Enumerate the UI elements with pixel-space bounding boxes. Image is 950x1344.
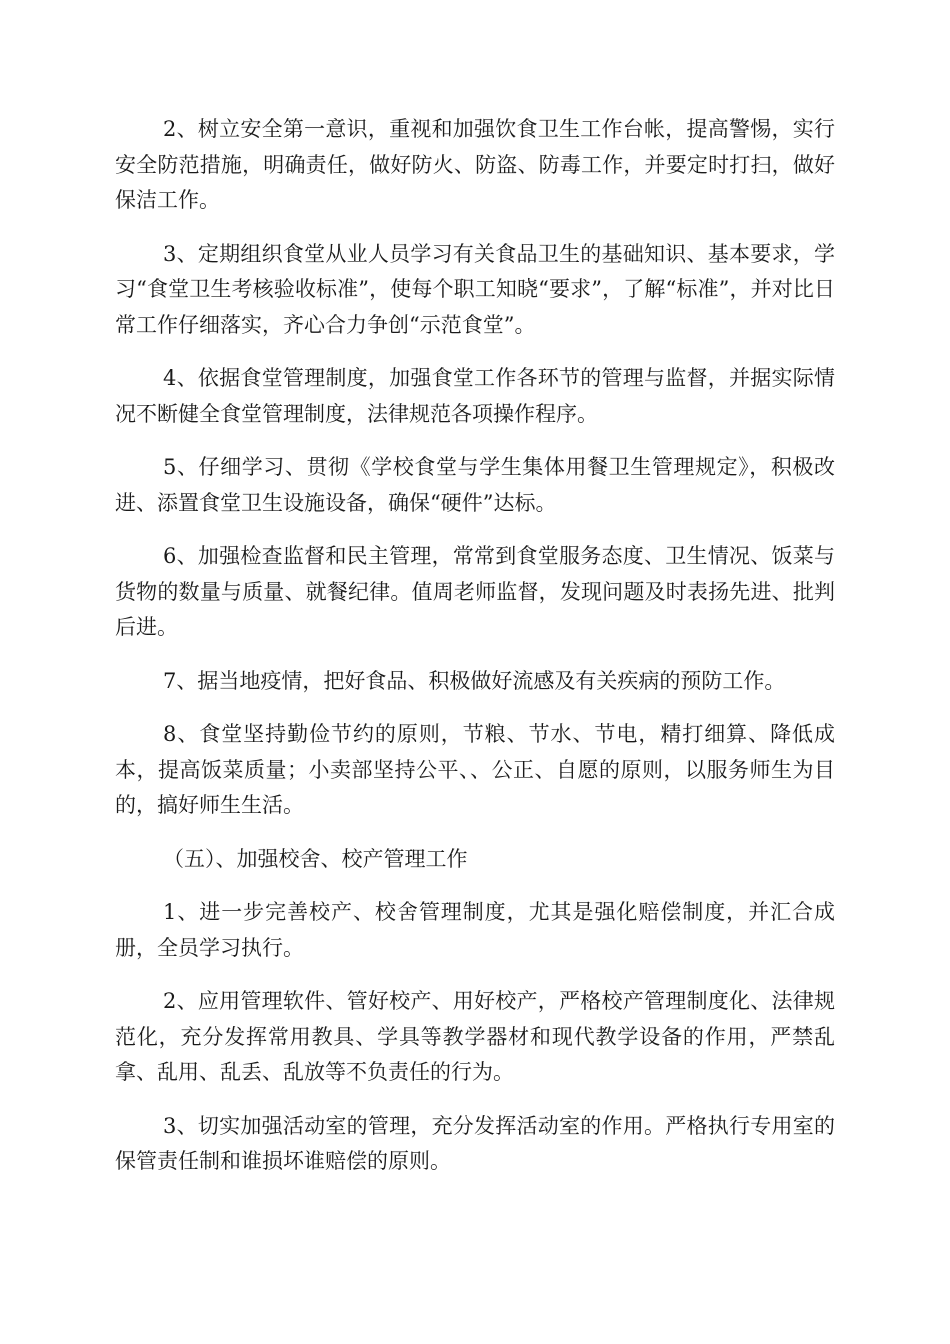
section-heading-five: （五）、加强校舍、校产管理工作 [163, 846, 468, 871]
paragraph-item-7-epidemic: 7、据当地疫情，把好食品、积极做好流感及有关疾病的预防工作。 [163, 668, 786, 693]
paragraph-item-3-activity-room: 3、切实加强活动室的管理，充分发挥活动室的作用。严格执行专用室的保管责任制和谁损坏谁赔偿的原则。 [115, 1113, 835, 1173]
paragraph-item-3-training: 3、定期组织食堂从业人员学习有关食品卫生的基础知识、基本要求，学习“食堂卫生考核验收标准”，使每个职工知晓“要求”，了解“标准”，并对比日常工作仔细落实，齐心合力争创“示范食堂”。 [115, 241, 835, 337]
paragraph-item-1-system: 1、进一步完善校产、校舍管理制度，尤其是强化赔偿制度，并汇合成册，全员学习执行。 [115, 900, 835, 960]
paragraph-item-2-safety: 2、树立安全第一意识，重视和加强饮食卫生工作台帐，提高警惕，实行安全防范措施，明确责任，做好防火、防盗、防毒工作，并要定时打扫，做好保洁工作。 [115, 117, 835, 212]
paragraph-item-8-thrift: 8、食堂坚持勤俭节约的原则，节粮、节水、节电，精打细算、降低成本，提高饭菜质量；小卖部坚持公平、、公正、自愿的原则，以服务师生为目的，搞好师生生活。 [115, 722, 835, 817]
paragraph-item-6-supervision: 6、加强检查监督和民主管理，常常到食堂服务态度、卫生情况、饭菜与货物的数量与质量、就餐纪律。值周老师监督，发现问题及时表扬先进、批判后进。 [115, 544, 835, 639]
paragraph-item-2-software: 2、应用管理软件、管好校产、用好校产，严格校产管理制度化、法律规范化，充分发挥常用教具、学具等教学器材和现代教学设备的作用，严禁乱拿、乱用、乱丢、乱放等不负责任的行为。 [115, 989, 835, 1084]
paragraph-item-5-regulations: 5、仔细学习、贯彻《学校食堂与学生集体用餐卫生管理规定》，积极改进、添置食堂卫生设施设备，确保“硬件”达标。 [115, 455, 835, 515]
paragraph-item-4-management: 4、依据食堂管理制度，加强食堂工作各环节的管理与监督，并据实际情况不断健全食堂管理制度，法律规范各项操作程序。 [115, 366, 835, 426]
document-body [115, 112, 835, 1198]
